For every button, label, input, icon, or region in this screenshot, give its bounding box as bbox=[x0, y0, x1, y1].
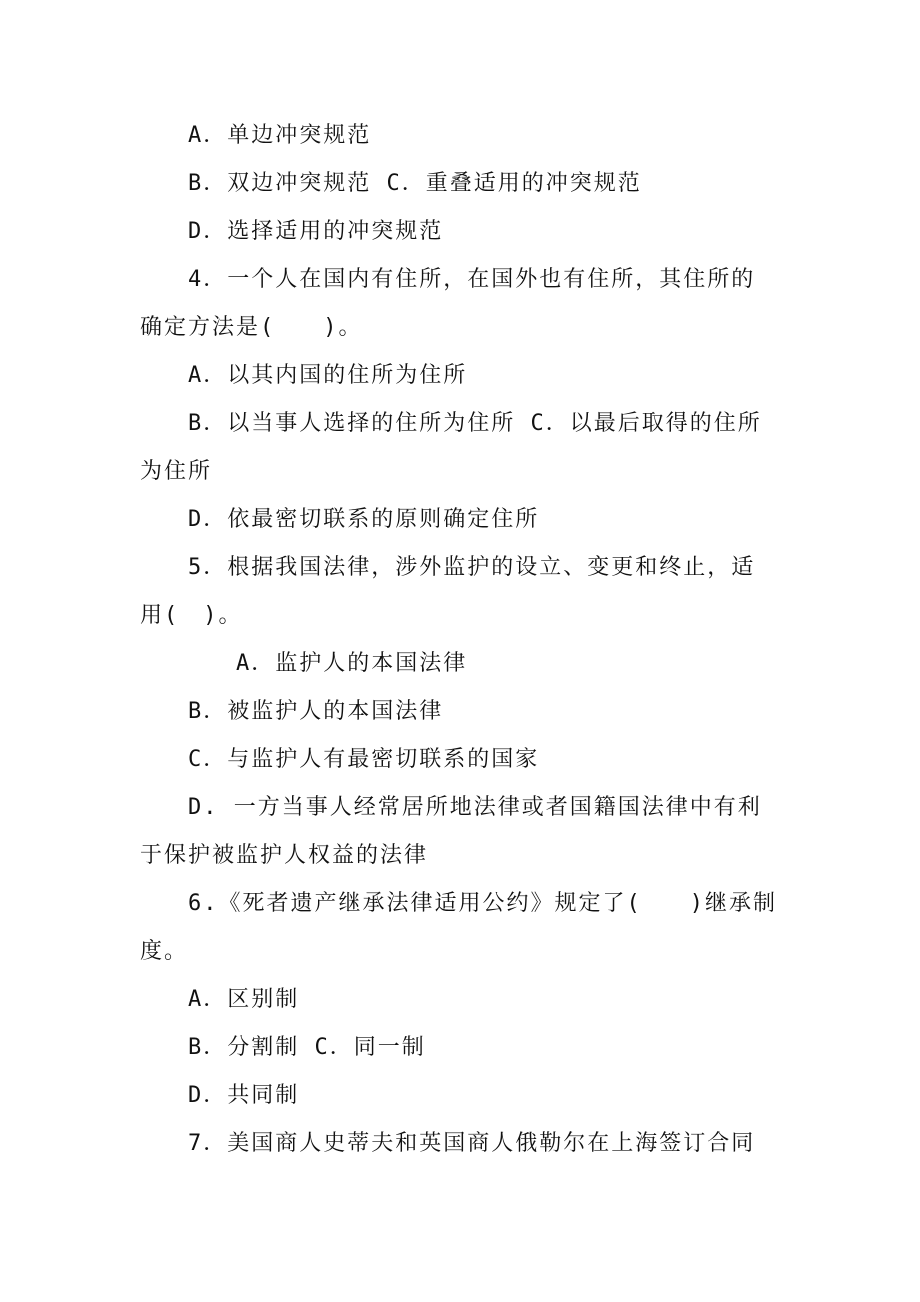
question-6-line-1: 6.《死者遗产继承法律适用公约》规定了( )继承制 bbox=[188, 891, 777, 916]
option-a-q6: A．区别制 bbox=[188, 987, 300, 1012]
option-a-q3: A．单边冲突规范 bbox=[188, 123, 372, 148]
option-b-q5: B．被监护人的本国法律 bbox=[188, 699, 444, 724]
option-a-q5: A．监护人的本国法律 bbox=[236, 651, 468, 676]
option-b-c-q6: B．分割制 C．同一制 bbox=[188, 1035, 426, 1060]
option-b-c-q3: B．双边冲突规范 C．重叠适用的冲突规范 bbox=[188, 171, 642, 196]
question-5-line-2: 用( )。 bbox=[140, 603, 243, 628]
option-d-q3: D．选择适用的冲突规范 bbox=[188, 219, 444, 244]
option-c-q4-continued: 为住所 bbox=[140, 459, 213, 484]
option-d-q5-line-1: D. 一方当事人经常居所地法律或者国籍国法律中有利 bbox=[188, 795, 762, 820]
option-d-q5-line-2: 于保护被监护人权益的法律 bbox=[140, 843, 429, 868]
option-c-q5: C．与监护人有最密切联系的国家 bbox=[188, 747, 540, 772]
option-d-q4: D．依最密切联系的原则确定住所 bbox=[188, 507, 540, 532]
option-d-q6: D．共同制 bbox=[188, 1083, 300, 1108]
question-4-line-1: 4．一个人在国内有住所，在国外也有住所，其住所的 bbox=[188, 267, 756, 292]
option-a-q4: A．以其内国的住所为住所 bbox=[188, 363, 468, 388]
question-4-line-2: 确定方法是( )。 bbox=[140, 315, 363, 340]
question-7-line-1: 7．美国商人史蒂夫和英国商人俄勒尔在上海签订合同 bbox=[188, 1131, 756, 1156]
question-6-line-2: 度。 bbox=[140, 939, 189, 964]
option-b-c-q4: B．以当事人选择的住所为住所 C．以最后取得的住所 bbox=[188, 411, 762, 436]
question-5-line-1: 5．根据我国法律，涉外监护的设立、变更和终止，适 bbox=[188, 555, 756, 580]
